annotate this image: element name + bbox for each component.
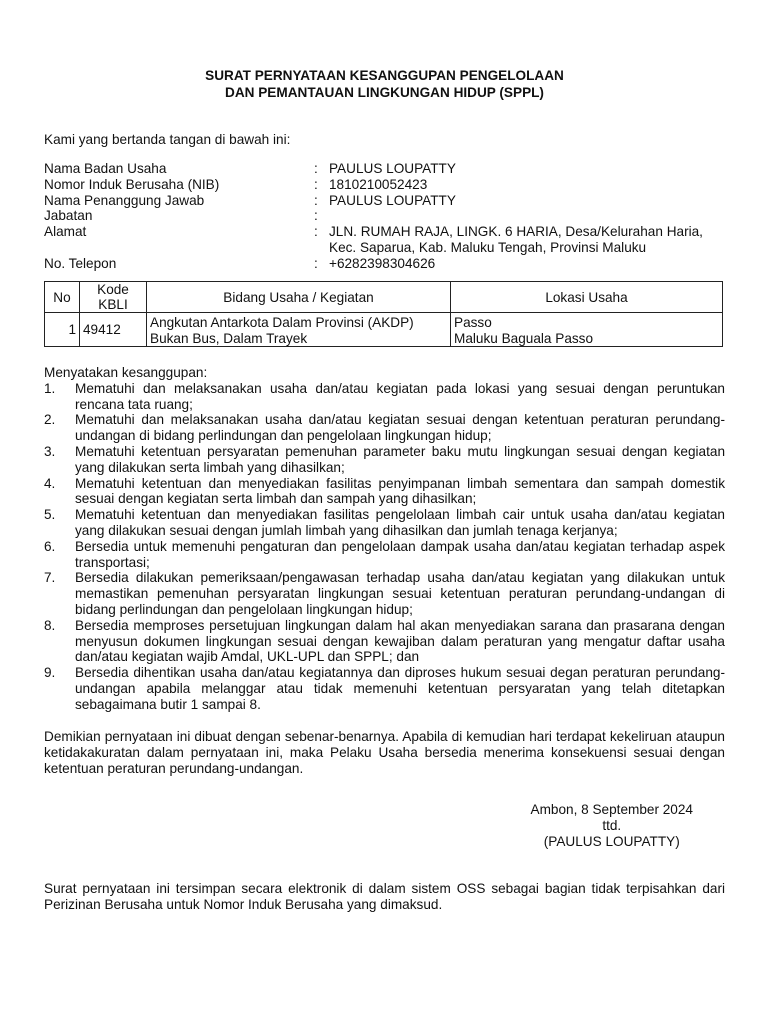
identity-row — [44, 161, 725, 177]
list-text: Bersedia dihentikan usaha dan/atau kegiatannya dan diproses hukum sesuai degan peraturan perundang-undangan apabila melanggar atau tidak memenuhi ketentuan persyaratan yang telah ditetapkan sebagaimana butir 1 sampai 8. — [75, 665, 725, 712]
list-item — [44, 412, 725, 444]
identity-value: PAULUS LOUPATTY — [329, 192, 456, 208]
bidang-line-1: Angkutan Antarkota Dalam Provinsi (AKDP) — [150, 315, 414, 330]
header-no: No — [45, 282, 80, 313]
identity-colon: : — [314, 208, 318, 224]
lokasi-line-1: Passo — [454, 315, 492, 330]
list-number: 4. — [44, 475, 56, 491]
header-kode-kbli — [80, 282, 147, 313]
list-text: Bersedia dilakukan pemeriksaan/pengawasan terhadap usaha dan/atau kegiatan yang dilakukan untuk memastikan pemenuhan persyaratan lingkungan sesuai ketentuan peraturan perundang-undangan di bidang perlindungan dan pengelolaan lingkungan hidup; — [75, 570, 725, 617]
identity-label: Jabatan — [44, 208, 93, 224]
document-title — [44, 67, 725, 101]
identity-value: +6282398304626 — [329, 255, 436, 271]
list-number: 9. — [44, 665, 56, 681]
list-item — [44, 444, 725, 476]
cell-lokasi-usaha — [451, 313, 723, 347]
identity-colon: : — [314, 161, 318, 176]
identity-row — [44, 256, 725, 272]
table-row — [45, 313, 723, 347]
statement-section — [44, 365, 725, 713]
footer-note: Surat pernyataan ini tersimpan secara elektronik di dalam sistem OSS sebagai bagian tidak terpisahkan dari Perizinan Berusaha untuk Nomor Induk Berusaha yang dimaksud. — [44, 881, 725, 912]
list-number: 8. — [44, 617, 56, 633]
identity-value: 1810210052423 — [329, 176, 428, 192]
list-number: 1. — [44, 380, 56, 396]
identity-label: Alamat — [44, 224, 87, 240]
lokasi-line-2: Maluku Baguala Passo — [454, 330, 594, 346]
identity-label: No. Telepon — [44, 255, 117, 271]
list-number: 2. — [44, 412, 56, 428]
list-item — [44, 665, 725, 712]
signature-block — [531, 802, 693, 849]
identity-colon: : — [314, 176, 318, 192]
signature-ttd: ttd. — [602, 817, 622, 833]
list-text: Mematuhi ketentuan dan menyediakan fasilitas penyimpanan limbah sementara dan sampah domestik sesuai dengan kegiatan serta limbah dan sampah yang dihasilkan; — [75, 475, 725, 507]
statement-list — [44, 381, 725, 713]
closing-paragraph: Demikian pernyataan ini dibuat dengan sebenar-benarnya. Apabila di kemudian hari terdapat kekeliruan ataupun ketidakakuratan dalam pernyataan ini, maka Pelaku Usaha bersedia menerima konsekuensi sesuai dengan ketentuan peraturan perundang-undangan. — [44, 729, 725, 776]
cell-kode-kbli: 49412 — [80, 313, 147, 347]
signature-place-date: Ambon, 8 September 2024 — [530, 802, 693, 817]
identity-value: PAULUS LOUPATTY — [329, 161, 456, 176]
identity-colon: : — [314, 192, 318, 208]
list-number: 6. — [44, 538, 56, 554]
identity-block — [44, 161, 725, 272]
list-number: 3. — [44, 443, 56, 459]
kbli-table — [44, 281, 723, 347]
identity-label: Nomor Induk Berusaha (NIB) — [44, 176, 220, 192]
list-text: Mematuhi dan melaksanakan usaha dan/atau kegiatan pada lokasi yang sesuai dengan peruntukan rencana tata ruang; — [75, 380, 725, 412]
identity-row — [44, 224, 725, 256]
list-item — [44, 507, 725, 539]
identity-row — [44, 193, 725, 209]
identity-row — [44, 208, 725, 224]
signature-name: (PAULUS LOUPATTY) — [543, 833, 680, 849]
identity-label: Nama Penanggung Jawab — [44, 192, 205, 208]
identity-value — [329, 208, 725, 224]
list-number: 5. — [44, 507, 56, 523]
list-item — [44, 539, 725, 571]
list-text: Bersedia untuk memenuhi pengaturan dan pengelolaan dampak usaha dan/atau kegiatan terhadap aspek transportasi; — [75, 538, 725, 570]
list-item — [44, 476, 725, 508]
list-item — [44, 381, 725, 413]
header-kode-line-2: KBLI — [98, 297, 128, 312]
bidang-line-2: Bukan Bus, Dalam Trayek — [150, 330, 308, 346]
list-item — [44, 618, 725, 665]
list-number: 7. — [44, 570, 56, 586]
list-text: Bersedia memproses persetujuan lingkungan dalam hal akan menyediakan sarana dan prasarana dengan menyusun dokumen lingkungan sesuai dengan kewajiban dalam peraturan yang mengatur daftar usaha dan/atau kegiatan wajib Amdal, UKL-UPL dan SPPL; dan — [75, 617, 725, 665]
kbli-header-row — [45, 282, 723, 313]
identity-colon: : — [314, 255, 318, 271]
list-text: Mematuhi ketentuan persyaratan pemenuhan parameter baku mutu lingkungan sesuai dengan kegiatan yang dilakukan serta limbah yang dihasilkan; — [75, 443, 725, 475]
list-text: Mematuhi ketentuan dan menyediakan fasilitas pengelolaan limbah cair untuk usaha dan/atau kegiatan yang dilakukan sesuai dengan jumlah limbah yang dihasilkan dan jumlah tenaga kerjanya; — [75, 507, 725, 538]
list-text: Mematuhi dan melaksanakan usaha dan/atau kegiatan sesuai dengan ketentuan peraturan perundang-undangan di bidang perlindungan dan pengelolaan lingkungan hidup; — [75, 412, 725, 444]
intro-text: Kami yang bertanda tangan di bawah ini: — [44, 132, 291, 147]
cell-no: 1 — [45, 313, 80, 347]
cell-bidang-usaha — [147, 313, 451, 347]
identity-colon: : — [314, 224, 318, 240]
header-lokasi-usaha: Lokasi Usaha — [451, 282, 723, 313]
statement-heading: Menyatakan kesanggupan: — [44, 365, 208, 380]
list-item — [44, 570, 725, 617]
identity-row — [44, 177, 725, 193]
identity-value: JLN. RUMAH RAJA, LINGK. 6 HARIA, Desa/Kelurahan Haria, Kec. Saparua, Kab. Maluku Tengah, Provinsi Maluku — [329, 224, 703, 255]
identity-label: Nama Badan Usaha — [44, 161, 167, 176]
title-line-2: DAN PEMANTAUAN LINGKUNGAN HIDUP (SPPL) — [225, 85, 544, 100]
header-kode-line-1: Kode — [97, 282, 129, 297]
title-line-1: SURAT PERNYATAAN KESANGGUPAN PENGELOLAAN — [205, 68, 564, 83]
header-bidang-usaha: Bidang Usaha / Kegiatan — [147, 282, 451, 313]
